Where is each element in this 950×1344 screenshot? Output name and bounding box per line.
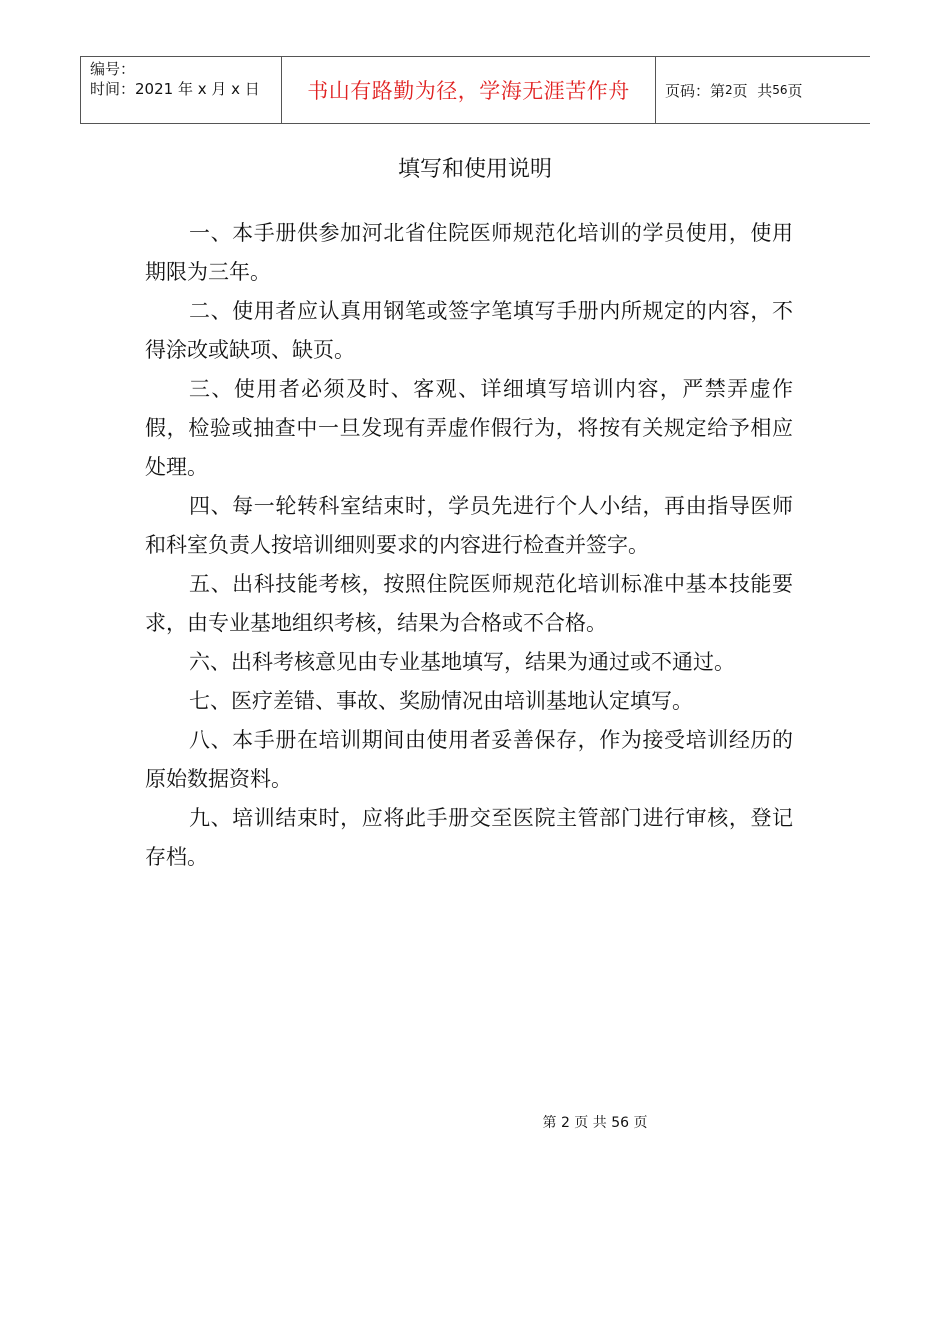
page-footer (0, 1112, 950, 1132)
instruction-item-2: 二、使用者应认真用钢笔或签字笔填写手册内所规定的内容，不得涂改或缺项、缺页。 (145, 299, 793, 362)
page-number: 2 (725, 83, 733, 97)
page-total: 56 (772, 83, 788, 97)
motto-cell (282, 57, 656, 123)
header-table (80, 56, 870, 124)
time-label: 时间：2021 年 x 月 x 日 (90, 80, 260, 98)
footer-page-number: 第 2 页 共 56 页 (542, 1115, 648, 1131)
header-meta-cell (81, 57, 282, 123)
page-number-cell (656, 57, 870, 123)
instruction-item-7: 七、医疗差错、事故、奖励情况由培训基地认定填写。 (189, 689, 693, 713)
instruction-item-1: 一、本手册供参加河北省住院医师规范化培训的学员使用，使用期限为三年。 (145, 221, 793, 284)
instruction-item-6: 六、出科考核意见由专业基地填写，结果为通过或不通过。 (189, 650, 735, 674)
instruction-item-8: 八、本手册在培训期间由使用者妥善保存，作为接受培训经历的原始数据资料。 (145, 728, 793, 791)
instructions-body (145, 214, 793, 877)
serial-number-label: 编号： (90, 60, 136, 78)
page-end-label: 页 (787, 81, 803, 100)
motto-text: 书山有路勤为径，学海无涯苦作舟 (307, 79, 630, 103)
page-label: 页码：第 (665, 81, 726, 100)
document-title: 填写和使用说明 (397, 157, 552, 182)
instruction-item-3: 三、使用者必须及时、客观、详细填写培训内容，严禁弄虚作假，检验或抽查中一旦发现有弄虚作假行为，将按有关规定给予相应处理。 (145, 377, 793, 479)
page-mid-label: 页 共 (732, 81, 773, 100)
instruction-item-9: 九、培训结束时，应将此手册交至医院主管部门进行审核，登记存档。 (145, 806, 793, 869)
instruction-item-5: 五、出科技能考核，按照住院医师规范化培训标准中基本技能要求，由专业基地组织考核，结果为合格或不合格。 (145, 572, 793, 635)
instruction-item-4: 四、每一轮转科室结束时，学员先进行个人小结，再由指导医师和科室负责人按培训细则要求的内容进行检查并签字。 (145, 494, 793, 557)
